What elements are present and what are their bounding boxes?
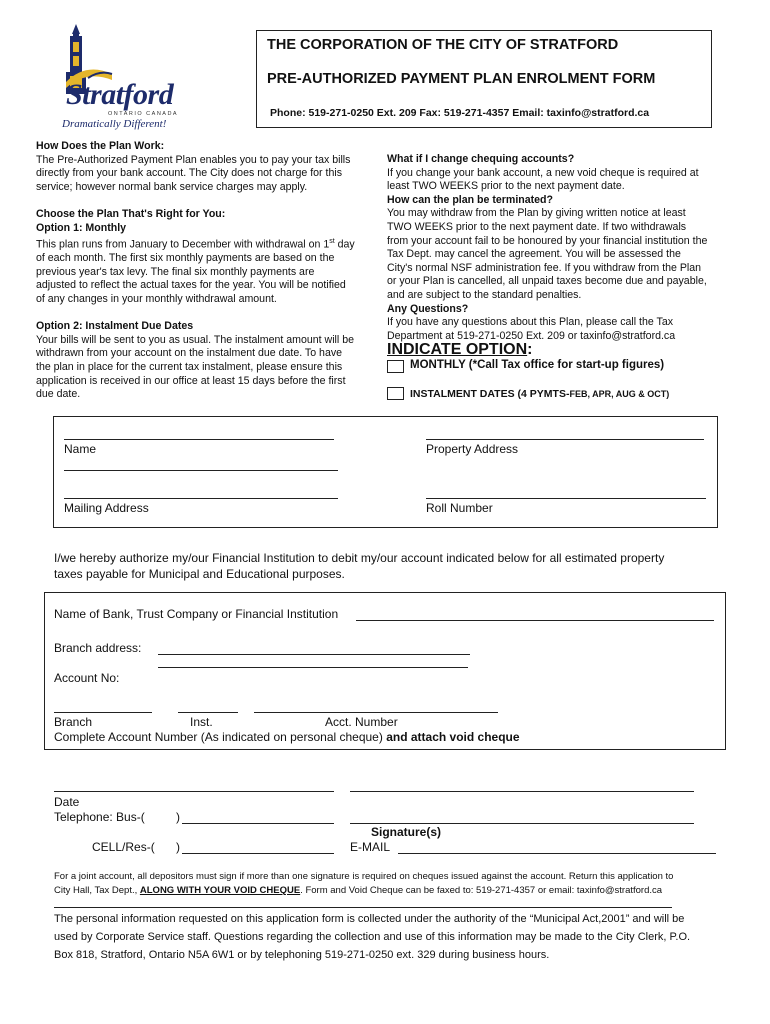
date-field[interactable] — [54, 791, 334, 792]
bank-name-field[interactable] — [356, 620, 714, 621]
name-label: Name — [64, 442, 97, 456]
inst-label: Inst. — [190, 715, 213, 729]
how-line: service; however normal bank service charges may apply. — [36, 180, 308, 193]
bank-name-label: Name of Bank, Trust Company or Financial Institution — [54, 607, 339, 621]
choose-heading: Choose the Plan That's Right for You: — [36, 207, 226, 220]
terminate-line: and are subject to the standard penalties. — [387, 288, 582, 301]
option2-line: the plan in place for the current tax instalment, please ensure this — [36, 361, 343, 374]
questions-line: If you have any questions about this Plan, please call the Tax — [387, 316, 674, 329]
questions-line: Department at 519-271-0250 Ext. 209 or taxinfo@stratford.ca — [387, 329, 676, 342]
terminate-line: TWO WEEKS prior to the next payment date. If two withdrawals — [387, 220, 687, 233]
signature-field[interactable] — [350, 791, 694, 792]
account-no-label: Account No: — [54, 671, 120, 685]
roll-number-field[interactable] — [426, 498, 706, 499]
how-line: directly from your bank account. The City does not charge for this — [36, 167, 342, 180]
name-field-extra[interactable] — [64, 470, 338, 471]
indicate-option-label: INDICATE OPTION: — [387, 341, 533, 358]
change-line: If you change your bank account, a new void cheque is required at — [387, 166, 699, 179]
telephone-bus-label: Telephone: Bus-( — [54, 810, 145, 824]
complete-account-label: Complete Account Number (As indicated on personal cheque) and attach void cheque — [54, 730, 520, 744]
terminate-line: or your Plan is cancelled, all unpaid taxes become due and payable, — [387, 275, 707, 288]
option2-line: Your bills will be sent to you as usual. The instalment amount will be — [36, 333, 354, 346]
option1-line: previous year's tax levy. The final six monthly payments are — [36, 265, 315, 278]
info-right-column — [387, 153, 737, 343]
terminate-line: You may withdraw from the Plan by giving written notice at least — [387, 207, 686, 220]
telephone-bus-paren: ) — [176, 810, 180, 824]
terminate-line: from your account fail to be honoured by your financial institution the — [387, 234, 708, 247]
email-field[interactable] — [398, 853, 716, 854]
footer-divider — [54, 907, 672, 908]
authorize-text: I/we hereby authorize my/our Financial Institution to debit my/our account indicated below for all estimated property taxes payable for Municipal and Educational purposes. — [54, 551, 665, 581]
how-heading: How Does the Plan Work: — [36, 140, 165, 152]
branch-label: Branch — [54, 715, 93, 729]
option2-line: withdrawn from your account on the instalment due date. To have — [36, 347, 343, 360]
inst-field[interactable] — [178, 712, 238, 713]
change-line: least TWO WEEKS prior to the next payment date. — [387, 180, 625, 193]
monthly-checkbox[interactable] — [387, 360, 404, 373]
branch-address-field[interactable] — [158, 654, 470, 655]
branch-address-label: Branch address: — [54, 641, 142, 655]
branch-field[interactable] — [54, 712, 152, 713]
branch-address-field-2[interactable] — [158, 667, 468, 668]
instalment-checkbox[interactable] — [387, 387, 404, 400]
instalment-option-label: INSTALMENT DATES (4 PYMTS-FEB, APR, AUG & OCT) — [410, 388, 670, 400]
acct-number-label: Acct. Number — [325, 715, 398, 729]
option2-heading: Option 2: Instalment Due Dates — [36, 320, 194, 333]
logo-tagline: Dramatically Different! — [62, 118, 167, 130]
signature-field-2[interactable] — [350, 823, 694, 824]
cell-res-paren: ) — [176, 840, 180, 854]
telephone-bus-field[interactable] — [182, 823, 334, 824]
option1-line: This plan runs from January to December with withdrawal on 1st day — [36, 238, 355, 251]
how-line: The Pre-Authorized Payment Plan enables you to pay your tax bills — [36, 153, 351, 166]
signatures-label: Signature(s) — [371, 825, 442, 839]
mailing-address-field[interactable] — [64, 498, 338, 499]
logo-province: ONTARIO CANADA — [108, 111, 179, 117]
roll-number-label: Roll Number — [426, 501, 493, 515]
terminate-line: Tax Dept. may cancel the agreement. You will be assessed the — [387, 248, 681, 261]
option1-line: of each month. The first six monthly payments are based on the — [36, 252, 335, 265]
option2-line: due date. — [36, 388, 81, 401]
property-address-field[interactable] — [426, 439, 704, 440]
monthly-option-label: MONTHLY (*Call Tax office for start-up figures) — [410, 359, 665, 371]
questions-heading: Any Questions? — [387, 302, 469, 315]
logo-name: Stratford — [66, 78, 174, 111]
form-title: PRE-AUTHORIZED PAYMENT PLAN ENROLMENT FORM — [267, 71, 656, 87]
cell-res-field[interactable] — [182, 853, 334, 854]
option1-line: adjusted to reflect the actual taxes for the year. You will be notified — [36, 279, 346, 292]
privacy-notice: The personal information requested on this application form is collected under the authority of the “Municipal Act,2001” and will be used by Corporate Service staff. Questions regarding the collection and use of this information may be made to the City Clerk, P.O. Box 818, Stratford, Ontario N5A 6W1 or by telephoning 519-271-0250 ext. 329 during business hours. — [54, 913, 691, 961]
mailing-address-label: Mailing Address — [64, 501, 149, 515]
option1-heading: Option 1: Monthly — [36, 221, 127, 234]
owner-info-box — [53, 416, 718, 528]
email-label: E-MAIL — [350, 840, 391, 854]
option1-line: of any changes in your monthly withdrawal amount. — [36, 293, 277, 306]
contact-info: Phone: 519-271-0250 Ext. 209 Fax: 519-271-4357 Email: taxinfo@stratford.ca — [270, 107, 650, 119]
acct-number-field[interactable] — [254, 712, 498, 713]
terminate-line: City's normal NSF administration fee. If you withdraw from the Plan — [387, 261, 702, 274]
corporation-title: THE CORPORATION OF THE CITY OF STRATFORD — [267, 37, 619, 53]
property-address-label: Property Address — [426, 442, 519, 456]
terminate-heading: How can the plan be terminated? — [387, 193, 553, 206]
city-logo — [52, 22, 192, 132]
joint-account-note: For a joint account, all depositors must sign if more than one signature is required on cheques issued against the account. Return this application to City Hall, Tax Dept., ALONG WITH YOUR VOID CHEQUE. Form and Void Cheque can be faxed to: 519-271-4357 or email: taxinfo@stratford.ca — [54, 871, 674, 896]
change-heading: What if I change chequing accounts? — [387, 153, 575, 165]
info-left-column — [36, 140, 386, 402]
name-field[interactable] — [64, 439, 334, 440]
date-label: Date — [54, 795, 80, 809]
option2-line: application is received in our office at least 15 days before the first — [36, 374, 346, 387]
cell-res-label: CELL/Res-( — [92, 840, 155, 854]
